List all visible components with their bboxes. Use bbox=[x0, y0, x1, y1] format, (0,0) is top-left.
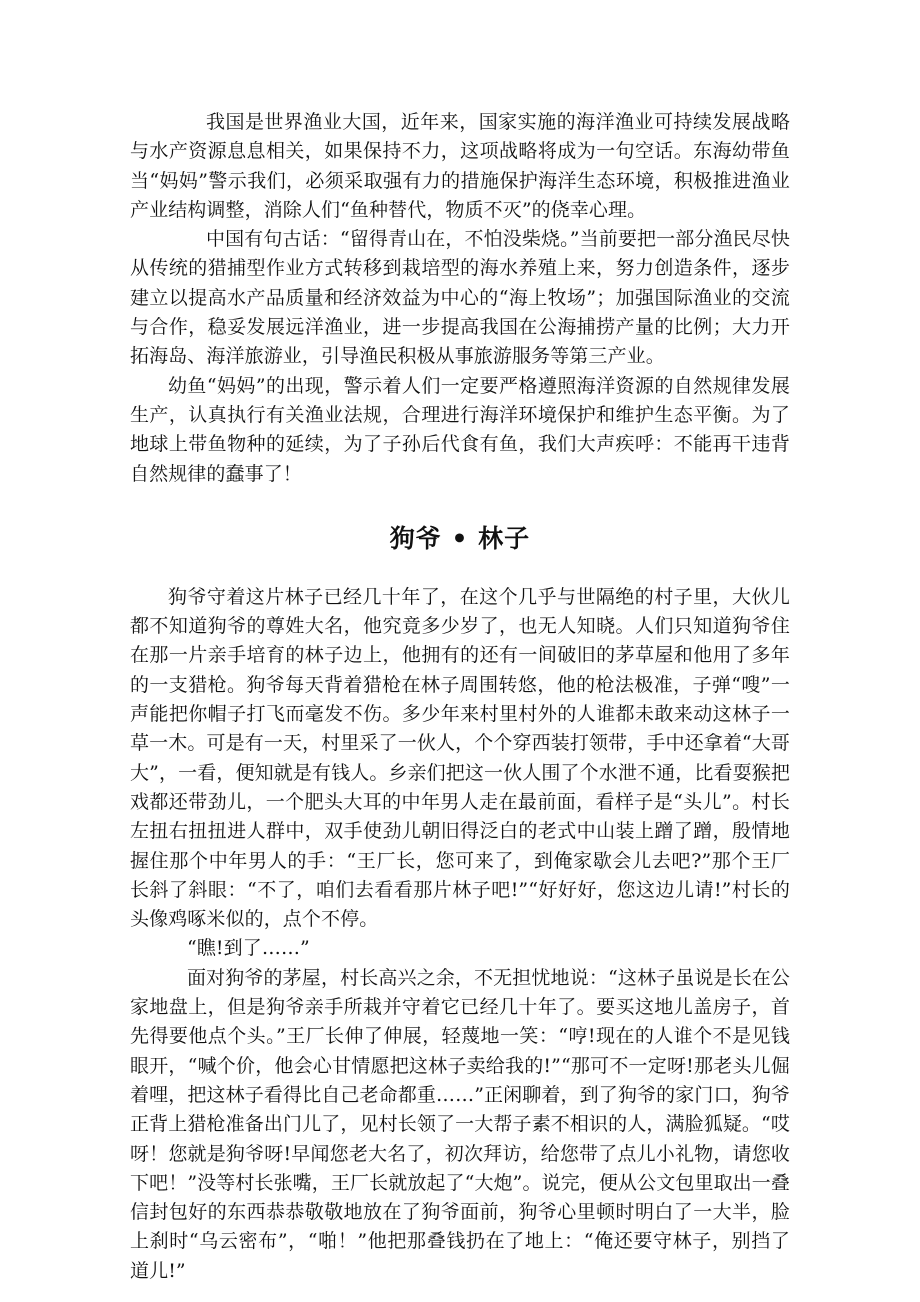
story-paragraph-2: “瞧!到了……” bbox=[187, 937, 310, 960]
story-paragraph-1: 狗爷守着这片林子已经几十年了，在这个几乎与世隔绝的村子里，大伙儿都不知道狗爷的尊姓大名，他究竟多少岁了，也无人知晓。人们只知道狗爷住在那一片亲手培育的林子边上，他拥有的还有一间破旧的茅草屋和他用了多年的一支猎枪。狗爷每天背着猎枪在林子周围转悠，他的枪法极准，子弹“嗖”一声能把你帽子打飞而毫发不伤。多少年来村里村外的人谁都未敢来动这林子一草一木。可是有一天，村里采了一伙人，个个穿西装打领带，手中还拿着“大哥大”，一看，便知就是有钱人。乡亲们把这一伙人围了个水泄不通，比看耍猴把戏都还带劲儿，一个肥头大耳的中年男人走在最前面，看样子是“头儿”。村长左扭右扭扭进人群中，双手使劲儿朝旧得泛白的老式中山装上蹭了蹭，殷情地握住那个中年男人的手：“王厂长，您可来了，到俺家歇会儿去吧?”那个王厂长斜了斜眼：“不了，咱们去看看那片林子吧!”“好好好，您这边儿请!”村长的头像鸡啄米似的，点个不停。 bbox=[130, 585, 790, 931]
paragraph-1: 我国是世界渔业大国，近年来，国家实施的海洋渔业可持续发展战略与水产资源息息相关，如果保持不力，这项战略将成为一句空话。东海幼带鱼当“妈妈”警示我们，必须采取强有力的措施保护海洋生态环境，积极推进渔业产业结构调整，消除人们“鱼种替代，物质不灭”的侥幸心理。 bbox=[130, 111, 790, 221]
story-paragraph-3: 面对狗爷的茅屋，村长高兴之余，不无担忧地说：“这林子虽说是长在公家地盘上，但是狗爷亲手所栽并守着它已经几十年了。要买这地儿盖房子，首先得要他点个头。”王厂长伸了伸展，轻蔑地一笑：“哼!现在的人谁个不是见钱眼开，“喊个价，他会心甘情愿把这林子卖给我的!”“那可不一定呀!那老头儿倔着哩，把这林子看得比自己老命都重……”正闲聊着，到了狗爷的家门口，狗爷正背上猎枪准备出门儿了，见村长领了一大帮子素不相识的人，满脸狐疑。“哎呀！您就是狗爷呀!早闻您老大名了，初次拜访，给您带了点儿小礼物，请您收下吧！”没等村长张嘴，王厂长就放起了“大炮”。说完，便从公文包里取出一叠信封包好的东西恭恭敬敬地放在了狗爷面前，狗爷心里顿时明白了一大半，脸上刹时“乌云密布”，“啪！”他把那叠钱扔在了地上：“俺还要守林子，别挡了道儿!” bbox=[130, 966, 790, 1282]
paragraph-2: 中国有句古话：“留得青山在，不怕没柴烧。”当前要把一部分渔民尽快从传统的猎捕型作业方式转移到栽培型的海水养殖上来，努力创造条件，逐步建立以提高水产品质量和经济效益为中心的“海上牧场”；加强国际渔业的交流与合作，稳妥发展远洋渔业，进一步提高我国在公海捕捞产量的比例；大力开拓海岛、海洋旅游业，引导渔民积极从事旅游服务等第三产业。 bbox=[130, 228, 790, 368]
document-page bbox=[130, 108, 790, 1286]
paragraph-3: 幼鱼“妈妈”的出现，警示着人们一定要严格遵照海洋资源的自然规律发展生产，认真执行有关渔业法规，合理进行海洋环境保护和维护生态平衡。为了地球上带鱼物种的延续，为了子孙后代食有鱼，我们大声疾呼：不能再干违背自然规律的蠢事了！ bbox=[130, 374, 790, 485]
section-title: 狗爷 • 林子 bbox=[389, 523, 531, 553]
